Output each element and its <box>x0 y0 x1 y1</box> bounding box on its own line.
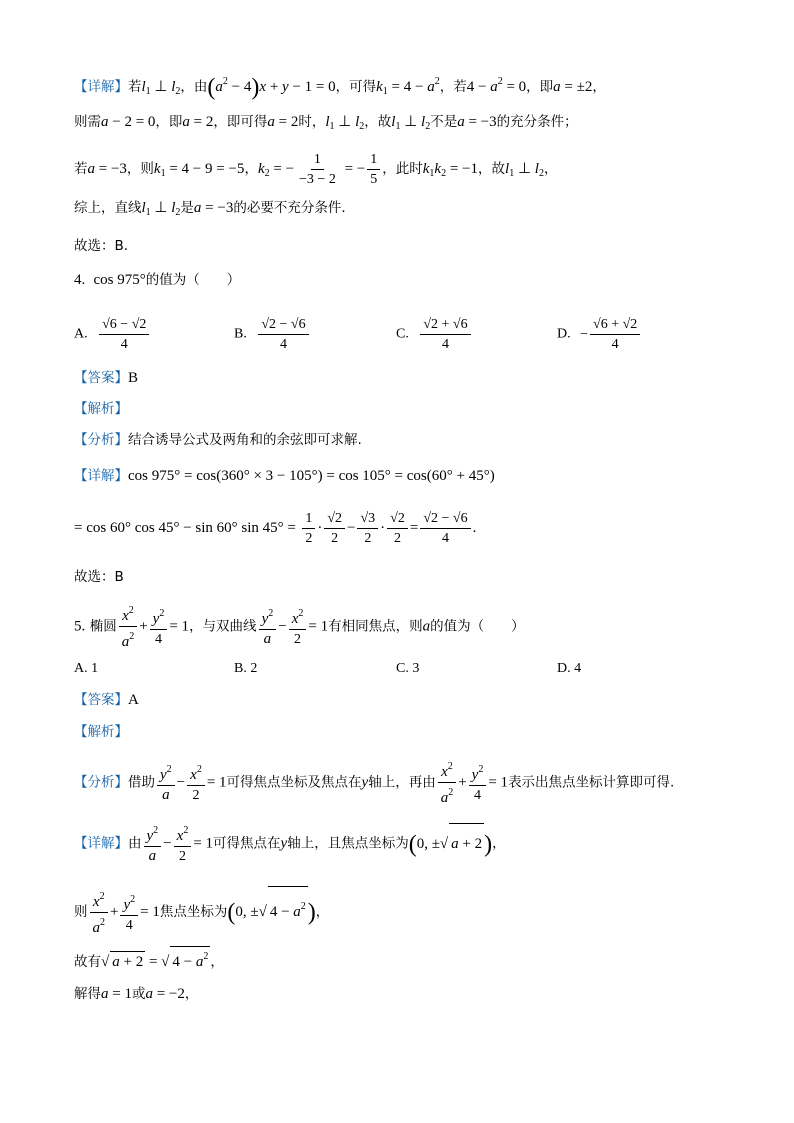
q5-answer: 【答案】A <box>74 692 139 708</box>
q5-detail: 【详解】由 $\frac{y^2}{a}$ − $\frac{x^2}{2}$ = 1可得焦点在y轴上，且焦点坐标为(0, ±√ a + 2)， <box>74 822 506 865</box>
q4-analysis: 【分析】结合诱导公式及两角和的余弦即可求解. <box>74 432 362 448</box>
q5-analysis: 【分析】借助 $\frac{y^2}{a}$ − $\frac{x^2}{2}$ = 1可得焦点坐标及焦点在y轴上，再由 $\frac{x^2}{a^2}$ + $\frac{y^2}{4}$ = 1表示出焦点坐标计算即可得. <box>74 758 674 807</box>
detail-tag: 【详解】 <box>74 79 128 95</box>
q5-line-b: 则 $\frac{x^2}{a^2}$ + $\frac{y^2}{4}$ = 1焦点坐标为(0, ±√ $4 - a^2$)， <box>74 886 329 937</box>
block1-choice: 故选：B. <box>74 238 129 254</box>
q5-stem: 5. 椭圆 $\frac{x^2}{a^2}$ + $\frac{y^2}{4}$ = 1，与双曲线 $\frac{y^2}{a}$ − $\frac{x^2}{2}$ = 1有相同焦点，则a的值为（ ） <box>74 602 525 651</box>
q5-jiexi-tag: 【解析】 <box>74 724 128 740</box>
q4-detail-line2: = cos 60° cos 45° − sin 60° sin 45° = $\frac{1}{2}$ · $\frac{√2}{2}$ − $\frac{√3}{2}$ · $\frac{√2}{2}$ = $\frac{√2 - √6}{4}$ . <box>74 510 477 546</box>
q4-answer: 【答案】B <box>74 370 139 386</box>
q4-option-b[interactable]: B. $\frac{√2 - √6}{4}$ <box>234 316 311 353</box>
q4-option-a[interactable]: A. $\frac{√6 - √2}{4}$ <box>74 316 151 353</box>
q5-option-b[interactable]: B. 2 <box>234 661 258 676</box>
q5-option-d[interactable]: D. 4 <box>557 661 582 676</box>
block1-line3: 若a = −3，则$k_1 = 4 - 9 = -5$，$k_2$ = − $\frac{1}{-3 - 2}$ = − $\frac{1}{5}$ ，此时$k_1k_2 = -1$，故$l_1$ ⊥ $l_2$， <box>74 151 558 187</box>
block1-line1: 【详解】若$l_1$ ⊥ $l_2$，由$(a^2 - 4)x + y - 1 = 0$，可得$k_1 = 4 - a^2$，若$4 - a^2 = 0$，即a = ±2， <box>74 74 606 101</box>
block1-line4: 综上，直线$l_1$ ⊥ $l_2$是a = −3的必要不充分条件. <box>74 200 346 218</box>
q4-choice: 故选：B <box>74 569 124 585</box>
q4-option-c[interactable]: C. $\frac{√2 + √6}{4}$ <box>396 316 473 353</box>
q5-option-a[interactable]: A. 1 <box>74 661 99 676</box>
q5-option-c[interactable]: C. 3 <box>396 661 420 676</box>
q4-number: 4. <box>74 272 86 288</box>
q4-jiexi-tag: 【解析】 <box>74 401 128 417</box>
q5-line-d: 解得a = 1或a = −2， <box>74 986 199 1002</box>
q4-detail-line1: 【详解】cos 975° = cos(360° × 3 − 105°) = cos 105° = cos(60° + 45°) <box>74 468 495 484</box>
q5-line-c: 故有√ a + 2 = √ $4 - a^2$ ， <box>74 946 224 972</box>
q4-stem: 4. cos 975°的值为（ ） <box>74 272 241 288</box>
q4-option-d[interactable]: D. − $\frac{√6 + √2}{4}$ <box>557 316 642 353</box>
block1-line2: 则需a − 2 = 0，即a = 2，即可得a = 2时，$l_1$ ⊥ $l_2$，故$l_1$ ⊥ $l_2$不是a = −3的充分条件； <box>74 114 578 132</box>
